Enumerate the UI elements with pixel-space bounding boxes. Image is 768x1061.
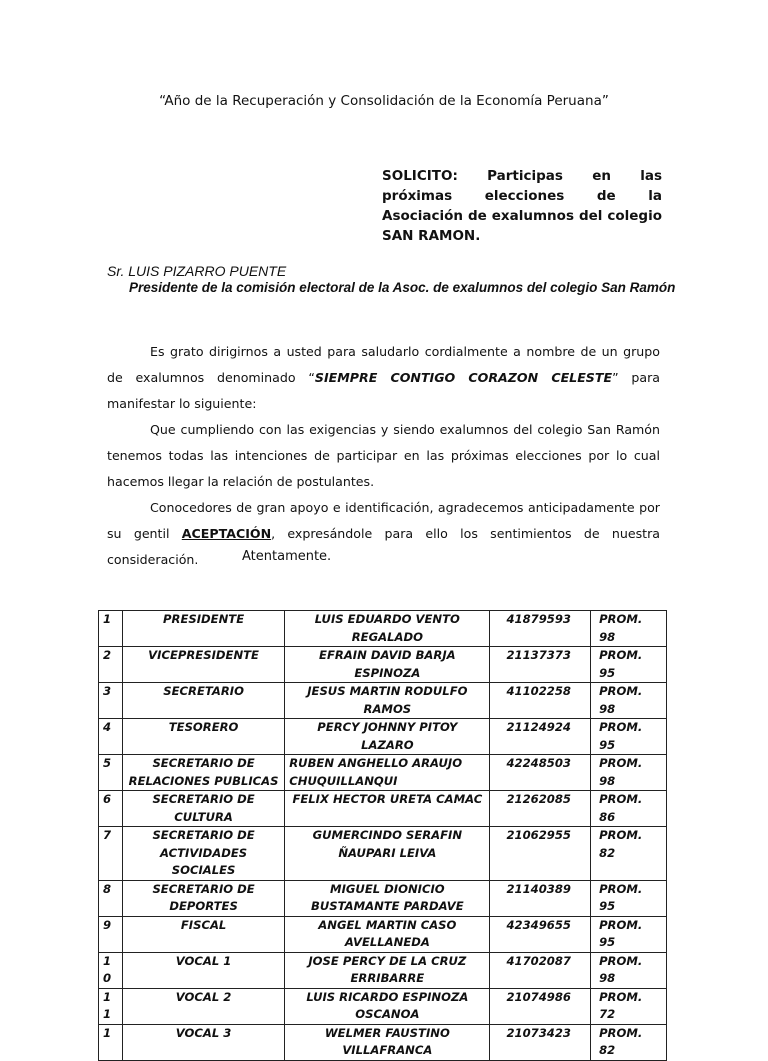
promotion-cell: PROM. 95 bbox=[591, 647, 667, 683]
candidate-name-cell: EFRAIN DAVID BARJA ESPINOZA bbox=[285, 647, 490, 683]
table-row bbox=[99, 647, 667, 683]
promotion-cell: PROM. 82 bbox=[591, 827, 667, 881]
position-cell: SECRETARIO bbox=[122, 683, 284, 719]
dni-cell: 21073423 bbox=[490, 1024, 591, 1060]
promotion-cell: PROM. 98 bbox=[591, 683, 667, 719]
candidate-name-cell: LUIS EDUARDO VENTO REGALADO bbox=[285, 611, 490, 647]
solicito-statement: SOLICITO: Participas en las próximas elecciones de la Asociación de exalumnos del colegio SAN RAMON. bbox=[382, 168, 662, 244]
candidate-name-cell: LUIS RICARDO ESPINOZA OSCANOA bbox=[285, 988, 490, 1024]
dni-cell: 42248503 bbox=[490, 755, 591, 791]
row-number: 7 bbox=[99, 827, 123, 881]
motto-heading: “Año de la Recuperación y Consolidación de la Economía Peruana” bbox=[159, 93, 609, 109]
position-cell: SECRETARIO DE ACTIVIDADES SOCIALES bbox=[122, 827, 284, 881]
candidates-table bbox=[98, 610, 667, 1061]
candidate-name-cell: PERCY JOHNNY PITOY LAZARO bbox=[285, 719, 490, 755]
closing-salutation: Atentamente. bbox=[242, 549, 332, 564]
dni-cell: 41702087 bbox=[490, 952, 591, 988]
addressee-name: Sr. LUIS PIZARRO PUENTE bbox=[107, 263, 287, 279]
table-row bbox=[99, 988, 667, 1024]
position-cell: SECRETARIO DE RELACIONES PUBLICAS bbox=[122, 755, 284, 791]
promotion-cell: PROM. 95 bbox=[591, 719, 667, 755]
promotion-cell: PROM. 86 bbox=[591, 791, 667, 827]
paragraph-thanks: Conocedores de gran apoyo e identificación, agradecemos anticipadamente por su gentil ACEPTACIÓN, expresándole para ello los sentimientos de nuestra consideración. bbox=[107, 500, 660, 567]
row-number: 2 bbox=[99, 647, 123, 683]
position-cell: VOCAL 3 bbox=[122, 1024, 284, 1060]
table-row bbox=[99, 916, 667, 952]
dni-cell: 21137373 bbox=[490, 647, 591, 683]
row-number: 3 bbox=[99, 683, 123, 719]
row-number: 5 bbox=[99, 755, 123, 791]
candidate-name-cell: JOSE PERCY DE LA CRUZ ERRIBARRE bbox=[285, 952, 490, 988]
position-cell: PRESIDENTE bbox=[122, 611, 284, 647]
letter-body bbox=[107, 339, 660, 573]
table-row bbox=[99, 880, 667, 916]
candidate-name-cell: ANGEL MARTIN CASO AVELLANEDA bbox=[285, 916, 490, 952]
row-number: 8 bbox=[99, 880, 123, 916]
candidate-name-cell: WELMER FAUSTINO VILLAFRANCA bbox=[285, 1024, 490, 1060]
promotion-cell: PROM. 95 bbox=[591, 916, 667, 952]
table-row bbox=[99, 719, 667, 755]
paragraph-greeting: Es grato dirigirnos a usted para saludarlo cordialmente a nombre de un grupo de exalumnos denominado “SIEMPRE CONTIGO CORAZON CELESTE” para manifestar lo siguiente: bbox=[107, 344, 660, 411]
dni-cell: 21262085 bbox=[490, 791, 591, 827]
table-row bbox=[99, 755, 667, 791]
row-number: 1 bbox=[99, 1024, 123, 1060]
table-row bbox=[99, 791, 667, 827]
row-number: 1 bbox=[99, 611, 123, 647]
position-cell: SECRETARIO DE DEPORTES bbox=[122, 880, 284, 916]
row-number: 6 bbox=[99, 791, 123, 827]
table-row bbox=[99, 827, 667, 881]
candidate-name-cell: FELIX HECTOR URETA CAMAC bbox=[285, 791, 490, 827]
row-number: 11 bbox=[99, 988, 123, 1024]
dni-cell: 42349655 bbox=[490, 916, 591, 952]
table-row bbox=[99, 683, 667, 719]
dni-cell: 21140389 bbox=[490, 880, 591, 916]
dni-cell: 21124924 bbox=[490, 719, 591, 755]
position-cell: FISCAL bbox=[122, 916, 284, 952]
position-cell: TESORERO bbox=[122, 719, 284, 755]
candidate-name-cell: MIGUEL DIONICIO BUSTAMANTE PARDAVE bbox=[285, 880, 490, 916]
addressee-title: Presidente de la comisión electoral de la Asoc. de exalumnos del colegio San Ramón bbox=[129, 280, 676, 295]
acceptance-word: ACEPTACIÓN bbox=[181, 526, 272, 541]
promotion-cell: PROM. 95 bbox=[591, 880, 667, 916]
candidate-name-cell: JESUS MARTIN RODULFO RAMOS bbox=[285, 683, 490, 719]
promotion-cell: PROM. 72 bbox=[591, 988, 667, 1024]
table-row bbox=[99, 952, 667, 988]
candidate-name-cell: GUMERCINDO SERAFIN ÑAUPARI LEIVA bbox=[285, 827, 490, 881]
paragraph-intentions: Que cumpliendo con las exigencias y siendo exalumnos del colegio San Ramón tenemos todas las intenciones de participar en las próximas elecciones por lo cual hacemos llegar la relación de postulantes. bbox=[107, 422, 660, 489]
candidate-name-cell: RUBEN ANGHELLO ARAUJO CHUQUILLANQUI bbox=[285, 755, 490, 791]
row-number: 10 bbox=[99, 952, 123, 988]
promotion-cell: PROM. 98 bbox=[591, 755, 667, 791]
position-cell: VOCAL 1 bbox=[122, 952, 284, 988]
row-number: 4 bbox=[99, 719, 123, 755]
dni-cell: 21074986 bbox=[490, 988, 591, 1024]
group-name: SIEMPRE CONTIGO CORAZON CELESTE bbox=[314, 370, 613, 385]
position-cell: SECRETARIO DE CULTURA bbox=[122, 791, 284, 827]
row-number: 9 bbox=[99, 916, 123, 952]
dni-cell: 21062955 bbox=[490, 827, 591, 881]
promotion-cell: PROM. 98 bbox=[591, 952, 667, 988]
dni-cell: 41879593 bbox=[490, 611, 591, 647]
dni-cell: 41102258 bbox=[490, 683, 591, 719]
promotion-cell: PROM. 82 bbox=[591, 1024, 667, 1060]
position-cell: VOCAL 2 bbox=[122, 988, 284, 1024]
table-row bbox=[99, 611, 667, 647]
position-cell: VICEPRESIDENTE bbox=[122, 647, 284, 683]
promotion-cell: PROM. 98 bbox=[591, 611, 667, 647]
table-row bbox=[99, 1024, 667, 1060]
